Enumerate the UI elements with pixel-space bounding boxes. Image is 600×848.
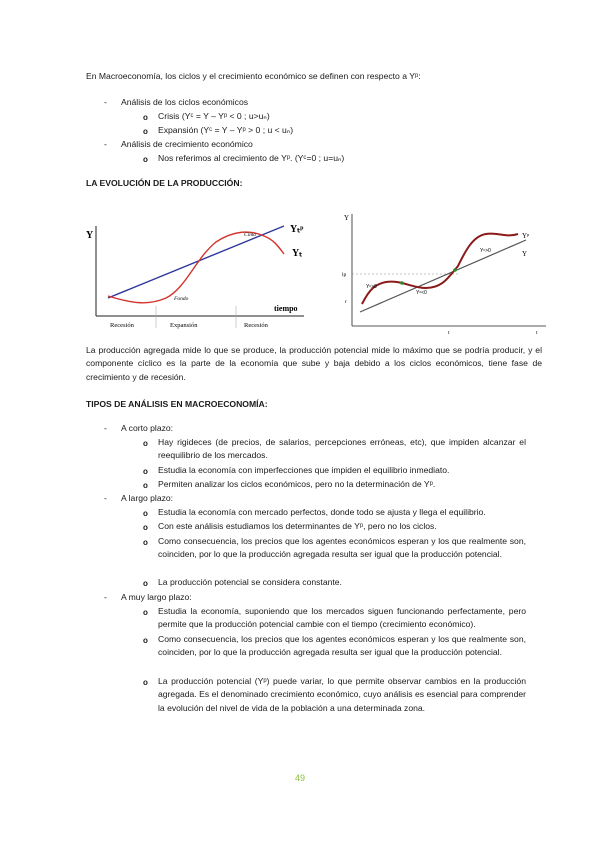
y-axis-label: Y	[344, 214, 350, 222]
trough-label: Fondo	[174, 296, 189, 302]
intersection-point	[453, 268, 457, 272]
section-heading: LA EVOLUCIÓN DE LA PRODUCCIÓN:	[86, 178, 243, 188]
phase-label: Recesión	[244, 322, 268, 329]
tick-label: t	[448, 330, 450, 336]
x-axis-label: t	[536, 330, 538, 336]
intro-text: En Macroeconomía, los ciclos y el crecimiento económico se definen con respecto a Yᵖ:	[86, 71, 421, 81]
intersection-point	[400, 281, 404, 285]
cyclical-label: Yᶜ>0	[480, 248, 491, 254]
y-axis-label: Y	[86, 230, 94, 241]
actual-output-label: Y	[522, 250, 528, 258]
cyclical-label: Yᶜ<0	[416, 290, 427, 296]
potential-output-line	[108, 226, 284, 298]
business-cycle-figure	[86, 208, 308, 340]
potential-output-label: Yₜᵖ	[290, 224, 304, 235]
page-number: 49	[294, 773, 305, 783]
actual-output-line	[360, 240, 526, 312]
growth-figure	[340, 208, 558, 336]
potential-output-curve	[362, 234, 518, 304]
tick-label: r	[345, 299, 347, 305]
business-cycle-diagram	[86, 208, 308, 340]
peak-label: Cima	[244, 232, 256, 238]
phase-label: Recesión	[110, 322, 134, 329]
phase-label: Expansión	[170, 322, 198, 329]
output-growth-diagram	[340, 208, 558, 336]
explanation-paragraph: La producción agregada mide lo que se produce, la producción potencial mide lo máximo que se podría producir, y el componente cíclico es la parte de la economía que sube y baja debido a los ciclos económicos, tiene fase de crecimiento y de recesión.	[86, 345, 542, 382]
x-axis-label: tiempo	[274, 304, 298, 313]
tick-label: lp	[342, 272, 347, 278]
section-heading: TIPOS DE ANÁLISIS EN MACROECONOMÍA:	[86, 399, 268, 409]
actual-output-label: Yₜ	[292, 248, 303, 259]
potential-output-label: Yᵖ	[522, 232, 530, 240]
cyclical-label: Yᶜ>0	[366, 284, 377, 290]
actual-output-curve	[108, 232, 284, 303]
